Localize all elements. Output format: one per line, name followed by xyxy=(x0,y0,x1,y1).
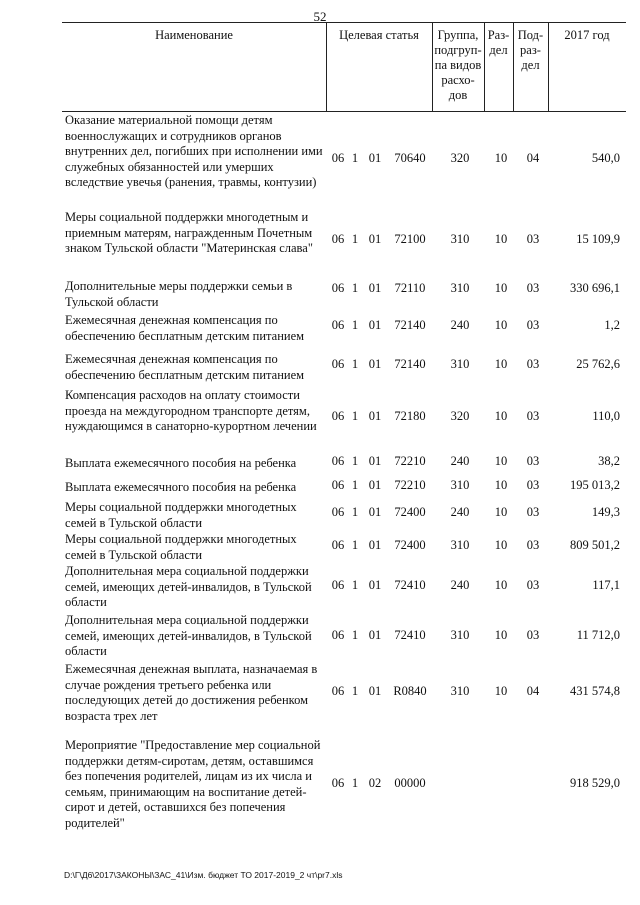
table-row xyxy=(62,532,626,564)
header-group-line: подгруп- xyxy=(434,43,482,57)
cell-direction: 72180 xyxy=(394,409,426,423)
cell-group: 310 xyxy=(450,628,470,642)
row-name: Меры социальной поддержки многодетным и приемным матерям, награжденным Почетным знаком Тульской области "Материнская слава" xyxy=(65,210,313,255)
cell-value: 540,0 xyxy=(591,151,620,165)
cell-main-event: 01 xyxy=(368,281,382,295)
cell-subsection: 03 xyxy=(526,281,540,295)
cell-main-event: 01 xyxy=(368,409,382,423)
table-row xyxy=(62,113,626,209)
cell-subsection: 03 xyxy=(526,357,540,371)
cell-program: 06 xyxy=(331,454,345,468)
row-name: Ежемесячная денежная компенсация по обеспечению бесплатным детским питанием xyxy=(65,352,305,382)
cell-program: 06 xyxy=(331,776,345,790)
cell-subprogram: 1 xyxy=(351,151,359,165)
cell-subprogram: 1 xyxy=(351,684,359,698)
cell-subprogram: 1 xyxy=(351,409,359,423)
page-number: 52 xyxy=(313,9,327,24)
cell-section: 10 xyxy=(494,538,508,552)
row-name: Ежемесячная денежная выплата, назначаемая в случае рождения третьего ребенка или последующих детей до достижения ребенком возраста трех лет xyxy=(65,662,318,723)
cell-section: 10 xyxy=(494,684,508,698)
cell-direction: 70640 xyxy=(394,151,426,165)
cell-section: 10 xyxy=(494,409,508,423)
cell-subsection: 03 xyxy=(526,628,540,642)
cell-program: 06 xyxy=(331,409,345,423)
cell-subprogram: 1 xyxy=(351,454,359,468)
row-name: Меры социальной поддержки многодетных семей в Тульской области xyxy=(65,500,297,530)
cell-group: 310 xyxy=(450,684,470,698)
cell-main-event: 01 xyxy=(368,505,382,519)
table-row xyxy=(62,456,626,474)
cell-section: 10 xyxy=(494,628,508,642)
cell-value: 431 574,8 xyxy=(570,684,620,698)
cell-subprogram: 1 xyxy=(351,232,359,246)
cell-program: 06 xyxy=(331,505,345,519)
table-row xyxy=(62,613,626,661)
row-name: Оказание материальной помощи детям военнослужащих и сотрудников органов внутренних дел, погибших при исполнении ими служебных обязанностей или умерших вследствие увечья (ранения, травмы, контузии) xyxy=(65,113,323,189)
cell-value: 195 013,2 xyxy=(570,478,620,492)
table-header xyxy=(62,22,626,112)
file-path-footer: D:\Г\Д6\2017\ЗАКОНЫ\ЗАС_41\Изм. бюджет ТО 2017-2019_2 чт\pr7.xls xyxy=(64,870,343,880)
cell-program: 06 xyxy=(331,628,345,642)
header-section-line: дел xyxy=(489,43,508,57)
cell-value: 117,1 xyxy=(592,578,620,592)
cell-direction: 72210 xyxy=(394,478,426,492)
header-group-line: расхо- xyxy=(441,73,475,87)
table-row xyxy=(62,279,626,311)
cell-main-event: 01 xyxy=(368,318,382,332)
cell-program: 06 xyxy=(331,684,345,698)
cell-subsection: 03 xyxy=(526,232,540,246)
header-subsection-line: дел xyxy=(521,58,540,72)
cell-section: 10 xyxy=(494,318,508,332)
cell-program: 06 xyxy=(331,232,345,246)
cell-value: 1,2 xyxy=(604,318,620,332)
row-name: Мероприятие "Предоставление мер социальной поддержки детям-сиротам, детям, оставшимся без попечения родителей, лицам из их числа и семьям, принимающим на воспитание детей-сирот и детей, оставшихся без попечения родителей" xyxy=(65,738,321,830)
cell-main-event: 02 xyxy=(368,776,382,790)
cell-subprogram: 1 xyxy=(351,538,359,552)
cell-group: 320 xyxy=(450,409,470,423)
cell-direction: 72400 xyxy=(394,505,426,519)
cell-group: 310 xyxy=(450,281,470,295)
cell-program: 06 xyxy=(331,538,345,552)
cell-group: 240 xyxy=(450,454,470,468)
table-row xyxy=(62,210,626,274)
cell-group: 320 xyxy=(450,151,470,165)
header-group-line: Группа, xyxy=(437,28,479,42)
cell-section: 10 xyxy=(494,478,508,492)
cell-group: 240 xyxy=(450,318,470,332)
header-group xyxy=(432,23,484,111)
cell-subprogram: 1 xyxy=(351,357,359,371)
cell-subsection: 03 xyxy=(526,538,540,552)
cell-subprogram: 1 xyxy=(351,281,359,295)
cell-program: 06 xyxy=(331,281,345,295)
cell-program: 06 xyxy=(331,578,345,592)
cell-direction: 72210 xyxy=(394,454,426,468)
cell-direction: 72110 xyxy=(394,281,426,295)
table-row xyxy=(62,564,626,612)
cell-subsection: 03 xyxy=(526,578,540,592)
cell-subprogram: 1 xyxy=(351,505,359,519)
header-section xyxy=(484,23,513,111)
row-name: Выплата ежемесячного пособия на ребенка xyxy=(65,480,297,494)
cell-subsection: 04 xyxy=(526,151,540,165)
cell-value: 25 762,6 xyxy=(576,357,620,371)
cell-group: 310 xyxy=(450,357,470,371)
cell-program: 06 xyxy=(331,318,345,332)
cell-subprogram: 1 xyxy=(351,318,359,332)
header-subsection-line: раз- xyxy=(520,43,541,57)
table-row xyxy=(62,352,626,386)
cell-direction: 72400 xyxy=(394,538,426,552)
cell-section: 10 xyxy=(494,505,508,519)
header-target: Целевая статья xyxy=(339,28,419,42)
cell-subsection: 03 xyxy=(526,454,540,468)
table-row xyxy=(62,662,626,726)
cell-value: 918 529,0 xyxy=(570,776,620,790)
cell-value: 330 696,1 xyxy=(570,281,620,295)
cell-subsection: 03 xyxy=(526,478,540,492)
cell-value: 11 712,0 xyxy=(576,628,620,642)
cell-program: 06 xyxy=(331,151,345,165)
cell-main-event: 01 xyxy=(368,151,382,165)
cell-section: 10 xyxy=(494,454,508,468)
row-name: Ежемесячная денежная компенсация по обеспечению бесплатным детским питанием xyxy=(65,313,305,343)
header-name: Наименование xyxy=(155,28,233,42)
cell-subsection: 03 xyxy=(526,409,540,423)
cell-section: 10 xyxy=(494,232,508,246)
cell-group: 310 xyxy=(450,478,470,492)
cell-main-event: 01 xyxy=(368,357,382,371)
cell-direction: R0840 xyxy=(393,684,427,698)
table-row xyxy=(62,500,626,532)
table-row xyxy=(62,313,626,347)
cell-group: 310 xyxy=(450,232,470,246)
cell-subsection: 03 xyxy=(526,318,540,332)
header-group-line: дов xyxy=(448,88,468,102)
cell-subsection: 04 xyxy=(526,684,540,698)
cell-main-event: 01 xyxy=(368,478,382,492)
cell-main-event: 01 xyxy=(368,578,382,592)
cell-direction: 72100 xyxy=(394,232,426,246)
cell-direction: 72140 xyxy=(394,318,426,332)
table-row xyxy=(62,480,626,498)
cell-group: 240 xyxy=(450,578,470,592)
header-subsection-line: Под- xyxy=(517,28,544,42)
cell-subprogram: 1 xyxy=(351,776,359,790)
cell-main-event: 01 xyxy=(368,628,382,642)
table-row xyxy=(62,388,626,452)
header-year: 2017 год xyxy=(564,28,610,42)
cell-section: 10 xyxy=(494,357,508,371)
header-subsection xyxy=(513,23,548,111)
row-name: Выплата ежемесячного пособия на ребенка xyxy=(65,456,297,470)
cell-subprogram: 1 xyxy=(351,578,359,592)
cell-program: 06 xyxy=(331,478,345,492)
cell-main-event: 01 xyxy=(368,232,382,246)
cell-section: 10 xyxy=(494,281,508,295)
table-row xyxy=(62,738,626,834)
cell-main-event: 01 xyxy=(368,538,382,552)
row-name: Меры социальной поддержки многодетных семей в Тульской области xyxy=(65,532,297,562)
row-name: Дополнительные меры поддержки семьи в Тульской области xyxy=(65,279,293,309)
cell-direction: 72140 xyxy=(394,357,426,371)
cell-value: 38,2 xyxy=(598,454,620,468)
cell-main-event: 01 xyxy=(368,454,382,468)
cell-section: 10 xyxy=(494,578,508,592)
row-name: Компенсация расходов на оплату стоимости проезда на междугородном транспорте детям, нуждающимся в санаторно-курортном лечении xyxy=(65,388,317,433)
cell-group: 310 xyxy=(450,538,470,552)
cell-direction: 00000 xyxy=(394,776,426,790)
cell-value: 15 109,9 xyxy=(576,232,620,246)
cell-subprogram: 1 xyxy=(351,628,359,642)
cell-group: 240 xyxy=(450,505,470,519)
cell-value: 809 501,2 xyxy=(570,538,620,552)
cell-direction: 72410 xyxy=(394,628,426,642)
cell-direction: 72410 xyxy=(394,578,426,592)
row-name: Дополнительная мера социальной поддержки семей, имеющих детей-инвалидов, в Тульской области xyxy=(65,564,312,609)
cell-section: 10 xyxy=(494,151,508,165)
cell-subprogram: 1 xyxy=(351,478,359,492)
cell-subsection: 03 xyxy=(526,505,540,519)
row-name: Дополнительная мера социальной поддержки семей, имеющих детей-инвалидов, в Тульской области xyxy=(65,613,312,658)
cell-value: 110,0 xyxy=(592,409,620,423)
cell-main-event: 01 xyxy=(368,684,382,698)
cell-value: 149,3 xyxy=(591,505,620,519)
cell-program: 06 xyxy=(331,357,345,371)
header-group-line: па видов xyxy=(434,58,482,72)
header-section-line: Раз- xyxy=(487,28,510,42)
